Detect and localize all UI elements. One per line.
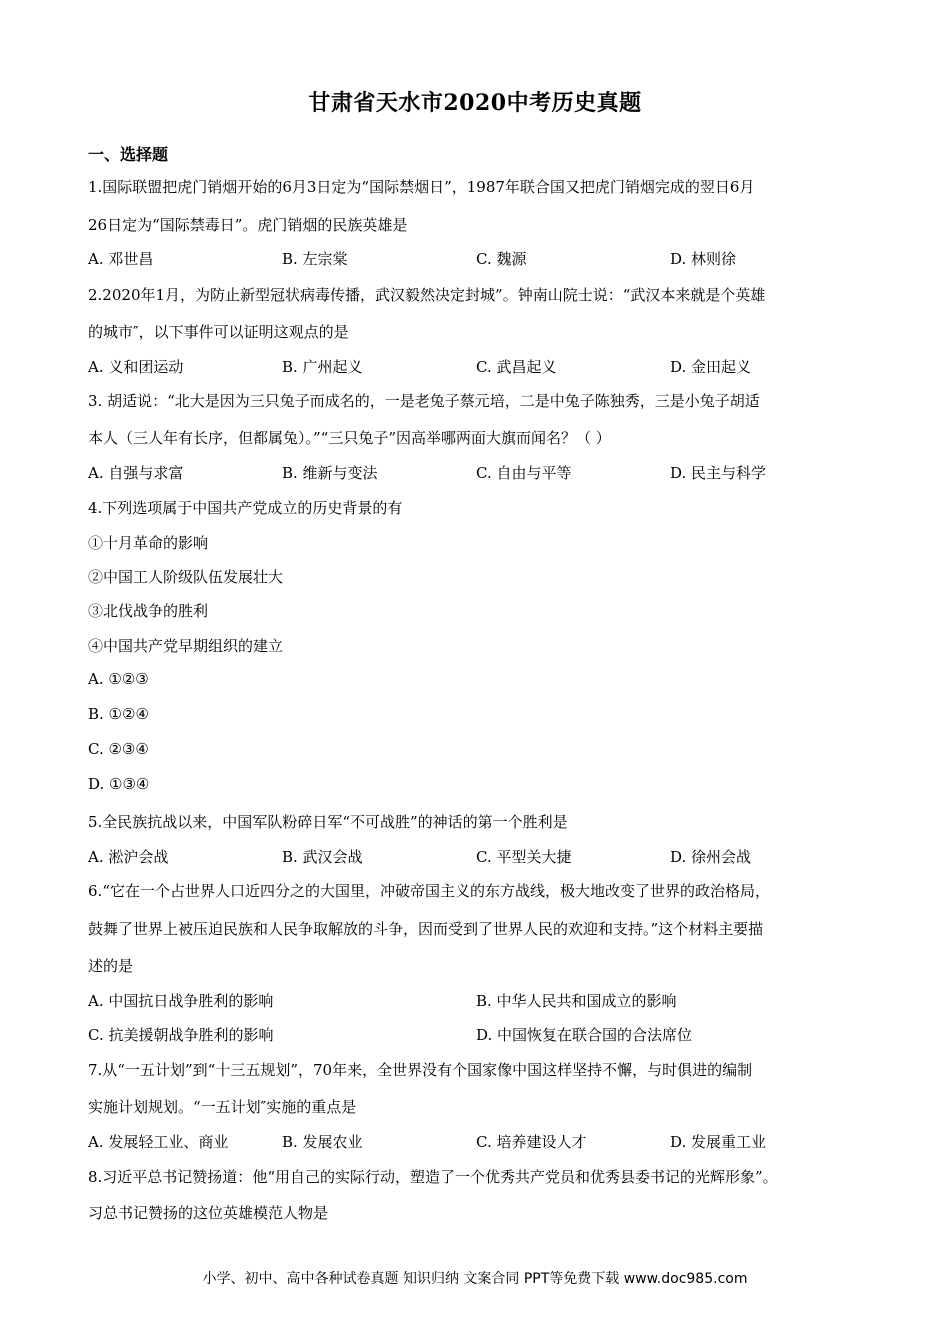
question-2-text-cont: 的城市″，以下事件可以证明这观点的是 — [88, 323, 349, 341]
question-3-text: 3. 胡适说：“北大是因为三只兔子而成名的，一是老兔子蔡元培，二是中兔子陈独秀，三是小兔子胡适 — [88, 392, 760, 410]
footer-text: 小学、初中、高中各种试卷真题 知识归纳 文案合同 PPT等免费下载 www.doc985.com — [202, 1271, 748, 1287]
question-3-option-c: C. 自由与平等 — [476, 464, 572, 482]
question-7-option-c: C. 培养建设人才 — [476, 1133, 587, 1151]
question-2-option-d: D. 金田起义 — [670, 358, 752, 376]
question-5-option-b: B. 武汉会战 — [282, 848, 363, 866]
question-1-option-b: B. 左宗棠 — [282, 250, 348, 268]
question-4-text: 4.下列选项属于中国共产党成立的历史背景的有 — [88, 499, 403, 517]
question-6-option-a: A. 中国抗日战争胜利的影响 — [88, 992, 274, 1010]
page-title: 甘肃省天水市2020中考历史真题 — [308, 90, 642, 116]
question-1-option-d: D. 林则徐 — [670, 250, 737, 268]
question-4-statement-2: ②中国工人阶级队伍发展壮大 — [88, 568, 284, 586]
question-6-text: 6.“它在一个占世界人口近四分之的大国里，冲破帝国主义的东方战线，极大地改变了世界的政治格局， — [88, 882, 770, 900]
question-4-statement-1: ①十月革命的影响 — [88, 534, 209, 552]
question-2-option-a: A. 义和团运动 — [88, 358, 184, 376]
question-3-option-b: B. 维新与变法 — [282, 464, 378, 482]
question-6-text-cont-2: 述的是 — [88, 957, 134, 975]
question-6-option-c: C. 抗美援朝战争胜利的影响 — [88, 1026, 274, 1044]
question-1-option-c: C. 魏源 — [476, 250, 527, 268]
question-1-text: 1.国际联盟把虎门销烟开始的6月3日定为“国际禁烟日”，1987年联合国又把虎门销烟完成的翌日6月 — [88, 178, 755, 196]
question-5-text: 5.全民族抗战以来，中国军队粉碎日军“不可战胜”的神话的第一个胜利是 — [88, 813, 568, 831]
question-6-option-d: D. 中国恢复在联合国的合法席位 — [476, 1026, 693, 1044]
question-7-option-b: B. 发展农业 — [282, 1133, 363, 1151]
question-2-option-c: C. 武昌起义 — [476, 358, 557, 376]
question-1-text-cont: 26日定为“国际禁毒日”。虎门销烟的民族英雄是 — [88, 216, 408, 234]
question-2-text: 2.2020年1月，为防止新型冠状病毒传播，武汉毅然决定封城”。钟南山院士说：“武汉本来就是个英雄 — [88, 286, 766, 304]
question-4-statement-4: ④中国共产党早期组织的建立 — [88, 637, 284, 655]
question-8-text-cont: 习总书记赞扬的这位英雄模范人物是 — [88, 1204, 329, 1222]
question-5-option-c: C. 平型关大捷 — [476, 848, 572, 866]
question-4-option-c: C. ②③④ — [88, 740, 149, 758]
question-3-option-d: D. 民主与科学 — [670, 464, 767, 482]
question-7-option-a: A. 发展轻工业、商业 — [88, 1133, 229, 1151]
question-5-option-d: D. 徐州会战 — [670, 848, 752, 866]
question-7-text: 7.从“一五计划”到“十三五规划”，70年来，全世界没有个国家像中国这样坚持不懈，与时俱进的编制 — [88, 1061, 753, 1079]
question-5-option-a: A. 淞沪会战 — [88, 848, 169, 866]
question-7-option-d: D. 发展重工业 — [670, 1133, 767, 1151]
question-8-text: 8.习近平总书记赞扬道：他“用自己的实际行动，塑造了一个优秀共产党员和优秀县委书记的光辉形象”。 — [88, 1168, 778, 1186]
question-3-option-a: A. 自强与求富 — [88, 464, 184, 482]
question-3-text-cont: 本人（三人年有长序，但都属兔）。”“三只兔子”因高举哪两面大旗而闻名？（ ） — [88, 429, 611, 447]
question-7-text-cont: 实施计划规划。“一五计划″实施的重点是 — [88, 1098, 357, 1116]
question-4-option-a: A. ①②③ — [88, 670, 149, 688]
question-2-option-b: B. 广州起义 — [282, 358, 363, 376]
question-4-option-b: B. ①②④ — [88, 705, 149, 723]
question-6-text-cont: 鼓舞了世界上被压迫民族和人民争取解放的斗争，因而受到了世界人民的欢迎和支持。”这个材料主要描 — [88, 920, 764, 938]
question-6-option-b: B. 中华人民共和国成立的影响 — [476, 992, 677, 1010]
question-4-statement-3: ③北伐战争的胜利 — [88, 602, 209, 620]
section-heading: 一、选择题 — [88, 145, 169, 164]
question-1-option-a: A. 邓世昌 — [88, 250, 154, 268]
question-4-option-d: D. ①③④ — [88, 775, 150, 793]
